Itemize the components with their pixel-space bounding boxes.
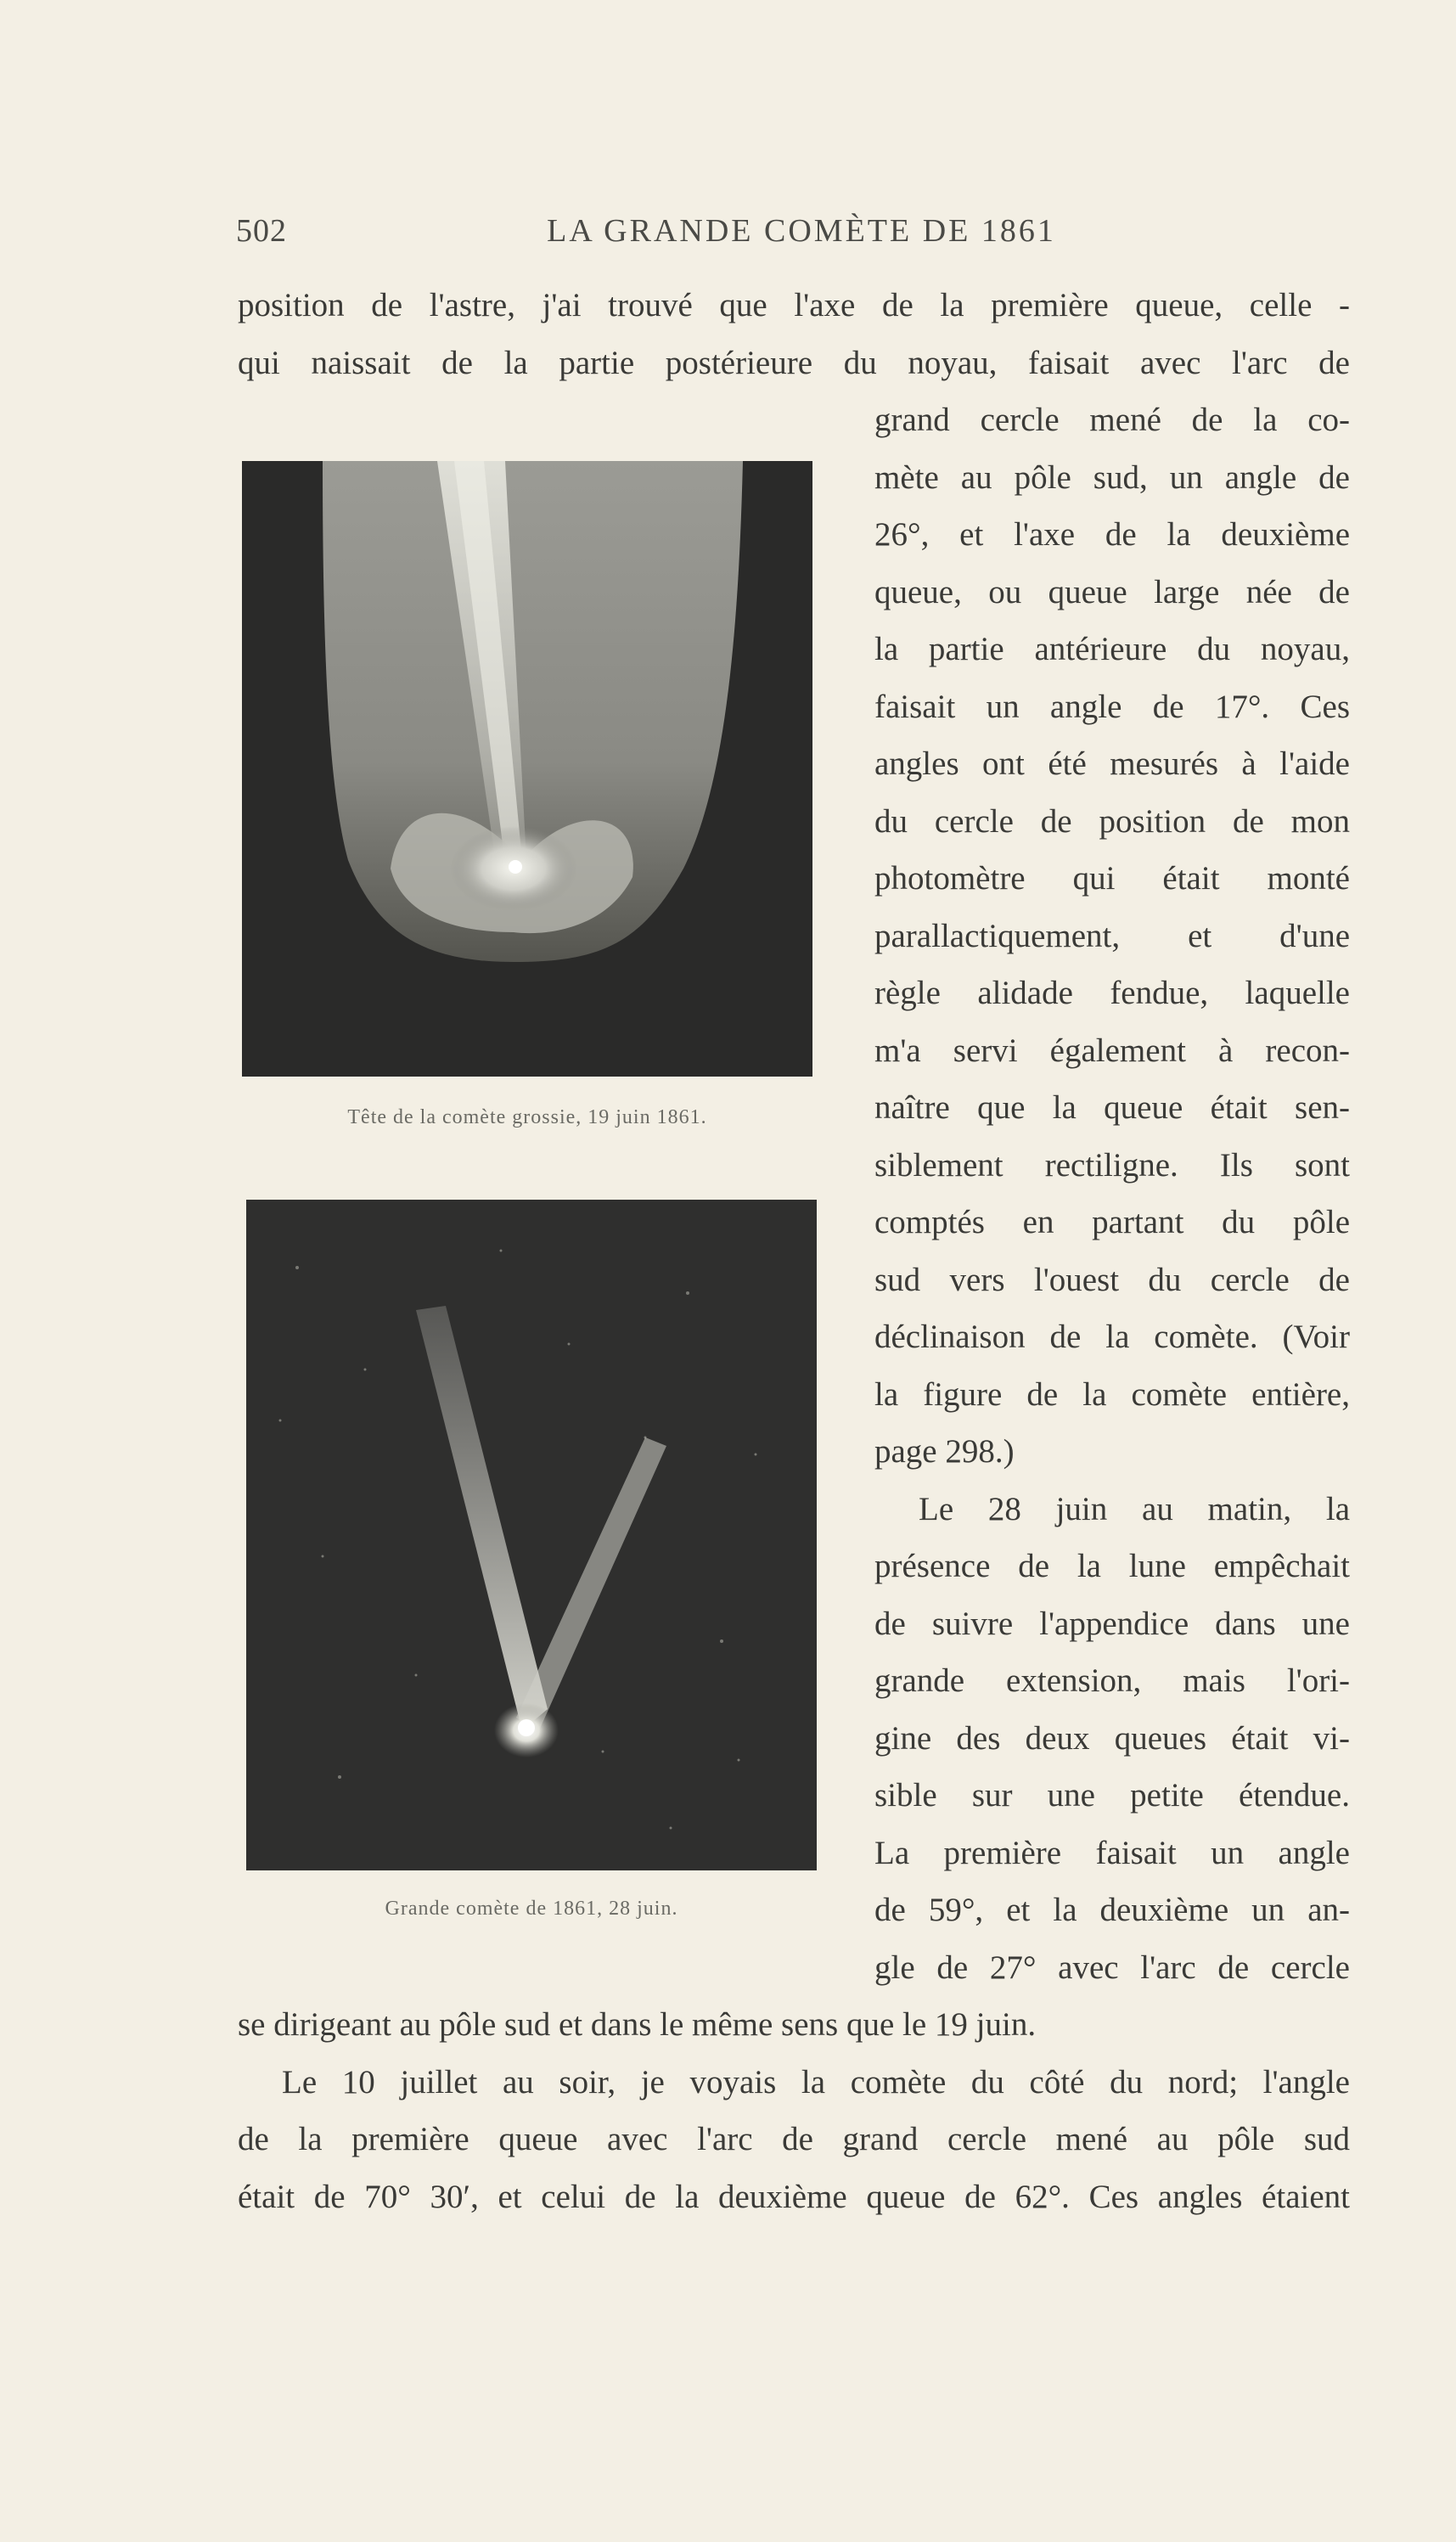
text-line: La première faisait un angle xyxy=(874,1835,1350,1871)
text-line: comptés en partant du pôle xyxy=(874,1204,1350,1240)
text-line: Le 28 juin au matin, la xyxy=(919,1491,1350,1527)
text-line: siblement rectiligne. Ils sont xyxy=(874,1147,1350,1184)
text-line: page 298.) xyxy=(874,1433,1015,1470)
text-line: se dirigeant au pôle sud et dans le même sens que le 19 juin. xyxy=(238,2006,1037,2043)
text-line: queue, ou queue large née de xyxy=(874,574,1350,610)
page-number: 502 xyxy=(236,213,287,249)
text-line: parallactiquement, et d'une xyxy=(874,918,1350,954)
text-line: m'a servi également à recon- xyxy=(874,1032,1350,1069)
text-line: était de 70° 30′, et celui de la deuxième queue de 62°. Ces angles étaient xyxy=(238,2179,1350,2215)
text-line: de suivre l'appendice dans une xyxy=(874,1606,1350,1642)
text-line: gle de 27° avec l'arc de cercle xyxy=(874,1949,1350,1986)
text-line: présence de la lune empêchait xyxy=(874,1548,1350,1584)
figure-caption-2: Grande comète de 1861, 28 juin. xyxy=(385,1898,678,1920)
text-line: grande extension, mais l'ori- xyxy=(874,1662,1350,1699)
text-line: mète au pôle sud, un angle de xyxy=(874,459,1350,496)
text-line: déclinaison de la comète. (Voir xyxy=(874,1319,1350,1355)
text-line: qui naissait de la partie postérieure du noyau, faisait avec l'arc de xyxy=(238,345,1350,381)
comet-head-illustration xyxy=(242,461,812,1077)
text-line: la figure de la comète entière, xyxy=(874,1376,1350,1413)
running-header xyxy=(236,212,1367,253)
comet-head-figure xyxy=(242,461,812,1077)
text-line: sible sur une petite étendue. xyxy=(874,1777,1350,1814)
comet-figure xyxy=(246,1200,817,1870)
text-line: photomètre qui était monté xyxy=(874,860,1350,897)
text-line: naître que la queue était sen- xyxy=(874,1089,1350,1126)
text-line: du cercle de position de mon xyxy=(874,803,1350,840)
figure-caption-1: Tête de la comète grossie, 19 juin 1861. xyxy=(347,1106,707,1128)
text-line: Le 10 juillet au soir, je voyais la comète du côté du nord; l'angle xyxy=(282,2064,1350,2101)
text-line: position de l'astre, j'ai trouvé que l'axe de la première queue, celle - xyxy=(238,287,1350,323)
text-line: de la première queue avec l'arc de grand cercle mené au pôle sud xyxy=(238,2121,1350,2157)
text-line: gine des deux queues était vi- xyxy=(874,1720,1350,1757)
comet-illustration xyxy=(246,1200,817,1870)
text-line: angles ont été mesurés à l'aide xyxy=(874,745,1350,782)
text-line: règle alidade fendue, laquelle xyxy=(874,975,1350,1011)
text-line: grand cercle mené de la co- xyxy=(874,402,1350,438)
text-line: la partie antérieure du noyau, xyxy=(874,631,1350,667)
text-line: de 59°, et la deuxième un an- xyxy=(874,1892,1350,1928)
text-line: 26°, et l'axe de la deuxième xyxy=(874,516,1350,553)
text-line: sud vers l'ouest du cercle de xyxy=(874,1262,1350,1298)
running-title: LA GRANDE COMÈTE DE 1861 xyxy=(547,213,1056,249)
text-line: faisait un angle de 17°. Ces xyxy=(874,689,1350,725)
